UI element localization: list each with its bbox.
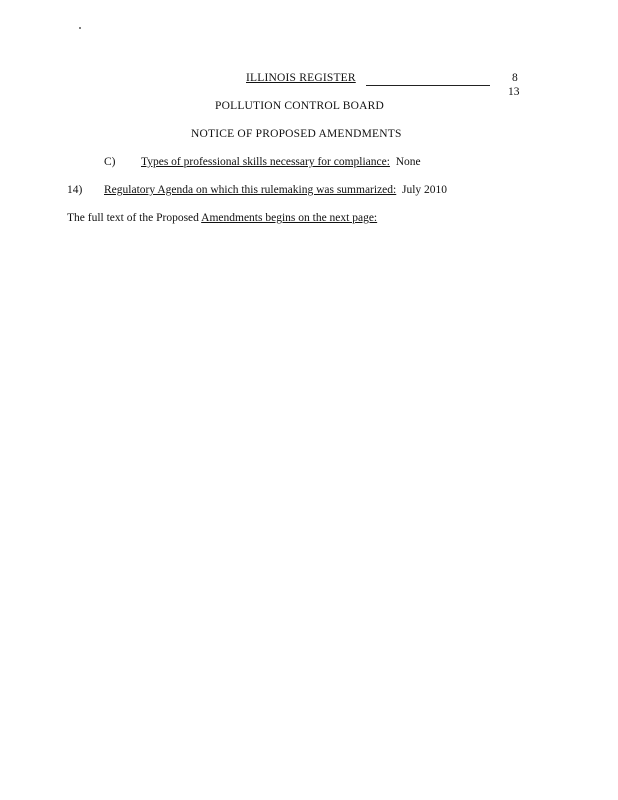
header-rule (366, 85, 490, 86)
full-text-underlined: Amendments begins on the next page: (201, 212, 378, 224)
notice-title: NOTICE OF PROPOSED AMENDMENTS (191, 128, 402, 140)
item-c-text (141, 156, 421, 168)
scan-speck (79, 27, 81, 29)
issue-number: 13 (508, 86, 520, 98)
volume-number: 8 (512, 72, 518, 84)
item-14-text (104, 184, 447, 196)
full-text-note (67, 212, 377, 224)
item-c-label: C) (104, 156, 116, 168)
item-14-value: July 2010 (401, 184, 448, 196)
full-text-prefix: The full text of the Proposed (67, 212, 202, 224)
item-c-heading: Types of professional skills necessary for compliance: (141, 156, 390, 168)
register-title: ILLINOIS REGISTER (246, 72, 356, 84)
agency-name: POLLUTION CONTROL BOARD (215, 100, 385, 112)
item-c-value: None (395, 156, 421, 168)
item-14-label: 14) (67, 184, 83, 196)
item-14-heading: Regulatory Agenda on which this rulemaking was summarized: (104, 184, 397, 196)
